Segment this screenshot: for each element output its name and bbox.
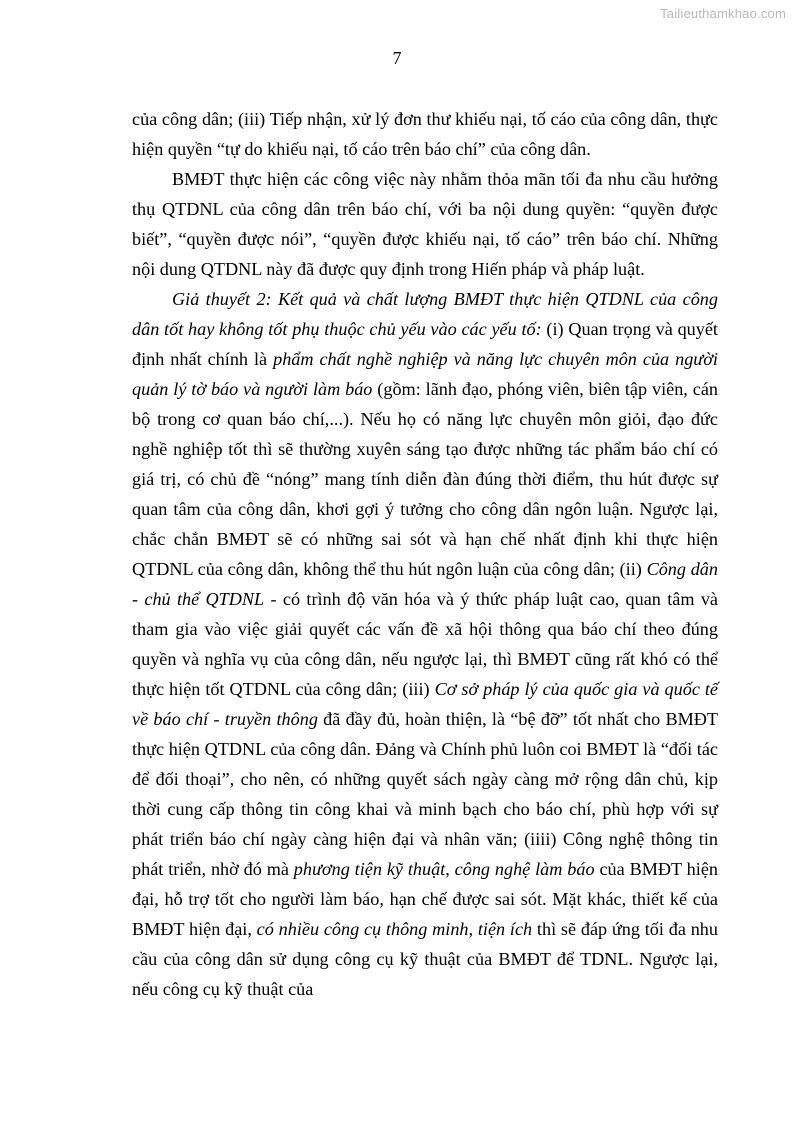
text-segment: (gồm: lãnh đạo, phóng viên, biên tập viên, cán bộ trong cơ quan báo chí,...). Nếu họ có năng lực chuyên môn giỏi, đạo đức nghề nghiệp tốt thì sẽ thường xuyên sáng tạo được những tác phẩm báo chí có giá trị, có chủ đề “nóng” mang tính diễn đàn đúng thời điểm, thu hút được sự quan tâm của công dân, khơi gợi ý tưởng cho công dân ngôn luận. Ngược lại, chắc chắn BMĐT sẽ có những sai sót và hạn chế nhất định khi thực hiện QTDNL của công dân, không thể thu hút ngôn luận của công dân; (ii) — [132, 379, 718, 579]
watermark-text: Tailieuthamkhao.com — [660, 6, 786, 21]
italic-text-segment: Cơ sở pháp lý của quốc gia và quốc tế về báo chí - truyền thông — [132, 679, 719, 729]
text-segment: thì sẽ đáp ứng tối đa nhu cầu của công dân sử dụng công cụ kỹ thuật của BMĐT để TDNL. Ngược lại, nếu công cụ kỹ thuật của — [132, 919, 718, 999]
italic-text-segment: Giả thuyết 2: Kết quả và chất lượng BMĐT thực hiện QTDNL của công dân tốt hay không tốt phụ thuộc chủ yếu vào các yếu tố: — [132, 289, 718, 339]
text-segment: (i) Quan trọng và quyết định nhất chính là — [132, 319, 718, 369]
text-segment: đã đầy đủ, hoàn thiện, là “bệ đỡ” tốt nhất cho BMĐT thực hiện QTDNL của công dân. Đảng và Chính phủ luôn coi BMĐT là “đối tác để đối thoại”, cho nên, có những quyết sách ngày càng mở rộng dân chủ, kịp thời cung cấp thông tin công khai và minh bạch cho báo chí, phù hợp với sự phát triển báo chí ngày càng hiện đại và nhân văn; (iiii) Công nghệ thông tin phát triển, nhờ đó mà — [132, 709, 718, 879]
paragraph — [132, 284, 718, 1004]
document-body — [132, 104, 718, 1004]
italic-text-segment: phương tiện kỹ thuật, công nghệ làm báo — [293, 859, 595, 879]
italic-text-segment: Công dân - chủ thể QTDNL — [132, 559, 718, 609]
page-number: 7 — [392, 48, 402, 68]
text-segment: BMĐT thực hiện các công việc này nhằm thỏa mãn tối đa nhu cầu hưởng thụ QTDNL của công dân trên báo chí, với ba nội dung quyền: “quyền được biết”, “quyền được nói”, “quyền được khiếu nại, tố cáo” trên báo chí. Những nội dung QTDNL này đã được quy định trong Hiến pháp và pháp luật. — [132, 169, 718, 279]
italic-text-segment: phẩm chất nghề nghiệp và năng lực chuyên môn của người quản lý tờ báo và người làm báo — [132, 349, 718, 399]
text-segment: - có trình độ văn hóa và ý thức pháp luật cao, quan tâm và tham gia vào việc giải quyết các vấn đề xã hội thông qua báo chí theo đúng quyền và nghĩa vụ của công dân, nếu ngược lại, thì BMĐT cũng rất khó có thể thực hiện tốt QTDNL của công dân; (iii) — [132, 589, 718, 699]
text-segment: của BMĐT hiện đại, hỗ trợ tốt cho người làm báo, hạn chế được sai sót. Mặt khác, thiết kế của BMĐT hiện đại, — [132, 859, 718, 939]
paragraph — [132, 104, 718, 164]
paragraph — [132, 164, 718, 284]
italic-text-segment: có nhiều công cụ thông minh, tiện ích — [256, 919, 533, 939]
text-segment: của công dân; (iii) Tiếp nhận, xử lý đơn thư khiếu nại, tố cáo của công dân, thực hiện quyền “tự do khiếu nại, tố cáo trên báo chí” của công dân. — [132, 109, 718, 159]
